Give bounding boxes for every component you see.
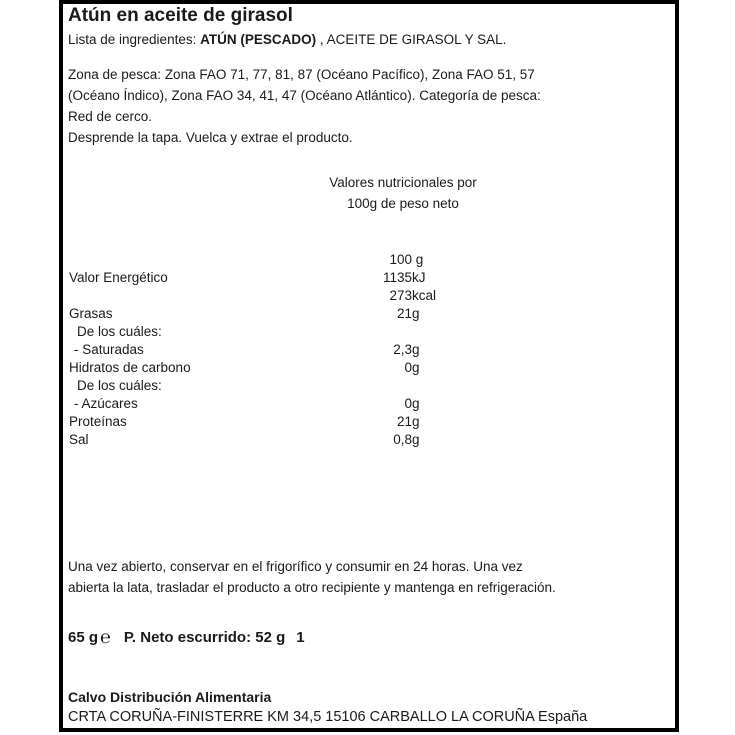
nutrition-row-value: 273kcal — [389, 288, 437, 303]
nutrition-header-line1: Valores nutricionales por — [329, 175, 477, 190]
nutrition-row-label: De los cuáles: — [77, 378, 162, 393]
drained-weight: P. Neto escurrido: 52 g — [123, 629, 286, 646]
company-address: CRTA CORUÑA-FINISTERRE KM 34,5 15106 CARBALLO LA CORUÑA España — [68, 709, 588, 725]
ingredients-rest: , ACEITE DE GIRASOL Y SAL. — [316, 32, 507, 47]
nutrition-row-label: - Saturadas — [74, 342, 144, 357]
net-weight: 65 g — [68, 629, 99, 646]
fishing-zone-line: (Océano Índico), Zona FAO 34, 41, 47 (Océano Atlántico). Categoría de pesca: — [68, 88, 541, 103]
nutrition-row-value: 100 g — [389, 252, 424, 267]
label-border-box — [59, 0, 679, 732]
storage-instructions — [68, 556, 674, 598]
nutrition-header — [153, 172, 653, 214]
ingredients-prefix: Lista de ingredientes: — [68, 32, 201, 47]
nutrition-row — [63, 359, 675, 377]
nutrition-row-label: - Azúcares — [74, 396, 138, 411]
nutrition-row — [63, 269, 675, 287]
storage-line: Una vez abierto, conservar en el frigorífico y consumir en 24 horas. Una vez — [68, 559, 523, 574]
fishing-zone-block — [68, 64, 672, 148]
footnote-marker: 1 — [296, 629, 305, 646]
storage-line: abierta la lata, trasladar el producto a otro recipiente y mantenga en refrigeración. — [68, 580, 556, 595]
nutrition-row-value: 1135kJ — [382, 270, 426, 285]
nutrition-row-label: De los cuáles: — [77, 324, 162, 339]
nutrition-row — [63, 341, 675, 359]
nutrition-row-value: 0g — [404, 396, 420, 411]
nutrition-row — [63, 305, 675, 323]
nutrition-row-value: 2,3g — [393, 342, 420, 357]
nutrition-row — [63, 287, 675, 305]
fishing-zone-line: Red de cerco. — [68, 109, 153, 124]
nutrition-row — [63, 323, 675, 341]
nutrition-row-value: 0g — [404, 360, 420, 375]
nutrition-row-value — [290, 323, 412, 341]
nutrition-row-label: Grasas — [69, 306, 113, 321]
ingredient-allergen: ATÚN (PESCADO) — [200, 32, 317, 47]
nutrition-row-label: Valor Energético — [69, 270, 168, 285]
nutrition-row-label: Hidratos de carbono — [69, 360, 191, 375]
nutrition-row-label: Sal — [69, 432, 89, 447]
nutrition-row — [63, 431, 675, 449]
product-title: Atún en aceite de girasol — [68, 5, 293, 26]
nutrition-header-line2: 100g de peso neto — [347, 196, 459, 211]
nutrition-row-value: 21g — [396, 414, 420, 429]
company-name: Calvo Distribución Alimentaria — [68, 689, 272, 705]
nutrition-row-label: Proteínas — [69, 414, 127, 429]
estimated-sign: ℮ — [100, 627, 111, 647]
weight-line — [68, 627, 305, 648]
nutrition-row — [63, 395, 675, 413]
ingredients-line — [68, 30, 506, 49]
nutrition-row-value: 21g — [396, 306, 420, 321]
nutrition-row — [63, 413, 675, 431]
fishing-zone-line: Zona de pesca: Zona FAO 71, 77, 81, 87 (Océano Pacífico), Zona FAO 51, 57 — [68, 67, 535, 82]
nutrition-row-value: 0,8g — [393, 432, 420, 447]
nutrition-row — [63, 251, 675, 269]
nutrition-row-value — [290, 377, 412, 395]
nutrition-row — [63, 377, 675, 395]
opening-instruction: Desprende la tapa. Vuelca y extrae el producto. — [68, 130, 353, 145]
